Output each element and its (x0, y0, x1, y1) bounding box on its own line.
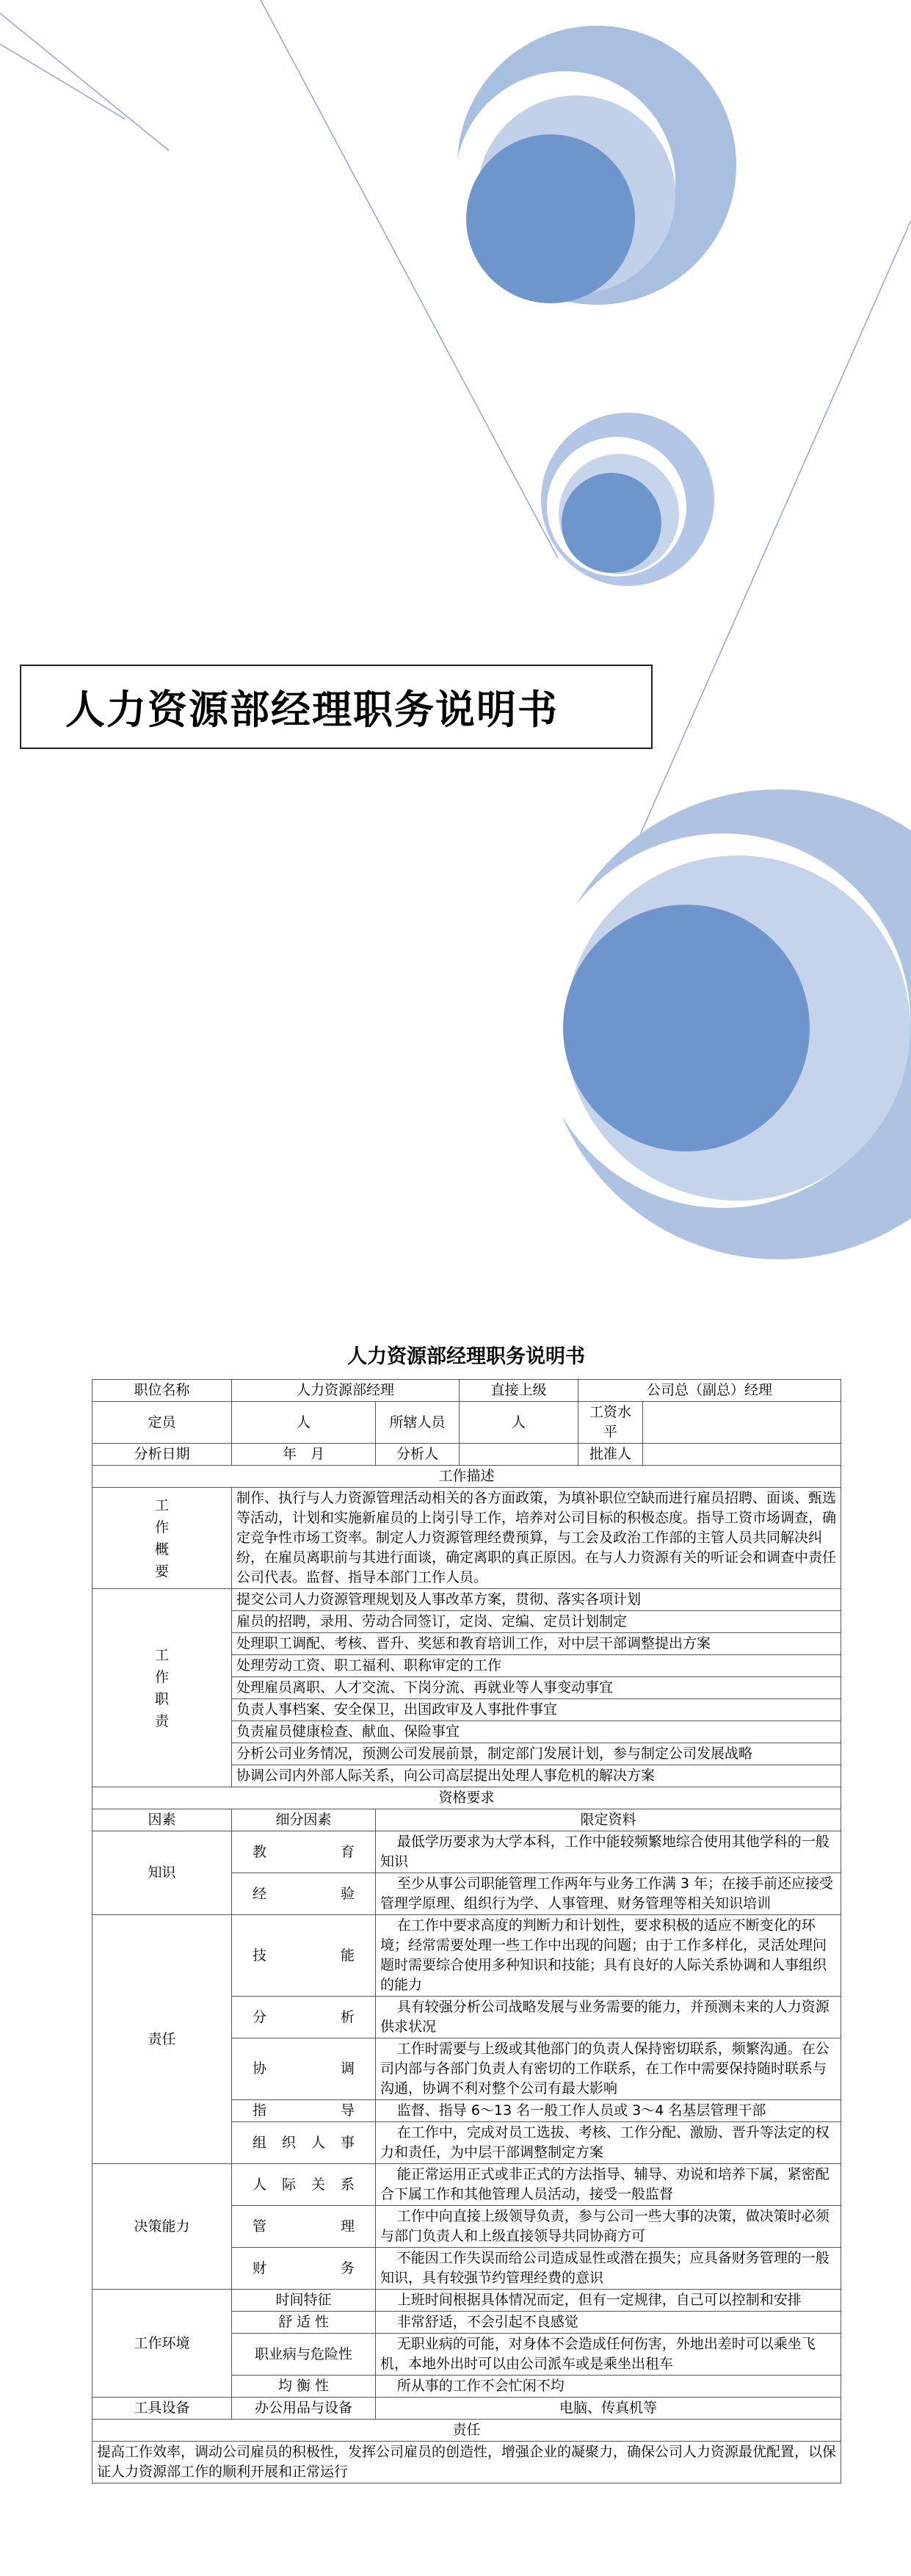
detail: 能正常运用正式或非正式的方法指导、辅导、劝说和培养下属，紧密配合下属工作和其他管理人员活动，接受一般监督 (376, 2164, 841, 2206)
duty-item: 处理劳动工资、职工福利、职称审定的工作 (232, 1655, 841, 1677)
circle-group-bottom (536, 789, 911, 1259)
duty-item: 雇员的招聘，录用、劳动合同签订，定岗、定编、定员计划制定 (232, 1611, 841, 1633)
overview-label-cell (92, 1488, 232, 1589)
requirement-row (92, 2398, 841, 2420)
subfactor: 人际关系 (232, 2164, 376, 2206)
position-value: 人力资源部经理 (232, 1380, 460, 1402)
detail: 工作中向直接上级领导负责，参与公司一些大事的决策，做决策时必须与部门负责人和上级直接领导共同协商方可 (376, 2206, 841, 2248)
duties-label: 工作职责 (154, 1646, 169, 1729)
detail: 在工作中，完成对员工选拔、考核、工作分配、激励、晋升等法定的权力和责任，为中层干部调整制定方案 (376, 2122, 841, 2164)
subfactor: 均 衡 性 (232, 2376, 376, 2398)
duty-item: 负责雇员健康检查、献血、保险事宜 (232, 1721, 841, 1743)
detail: 非常舒适，不会引起不良感觉 (376, 2312, 841, 2334)
subfactor: 财 务 (232, 2248, 376, 2290)
detail: 至少从事公司职能管理工作两年与业务工作满 3 年；在接手前还应接受管理学原理、组织行为学、人事管理、财务管理等相关知识培训 (376, 1873, 841, 1915)
requirement-row (92, 2290, 841, 2312)
detail: 电脑、传真机等 (376, 2398, 841, 2420)
detail: 最低学历要求为大学本科，工作中能较频繁地综合使用其他学科的一般知识 (376, 1831, 841, 1873)
duty-item: 负责人事档案、安全保卫，出国政审及人事批件事宜 (232, 1699, 841, 1721)
subfactor: 协 调 (232, 2038, 376, 2100)
detail: 上班时间根据具体情况而定，但有一定规律，自己可以控制和安排 (376, 2290, 841, 2312)
quota-value: 人 (232, 1402, 376, 1444)
duty-item: 分析公司业务情况，预测公司发展前景，制定部门发展计划，参与制定公司发展战略 (232, 1743, 841, 1765)
col-detail: 限定资料 (376, 1809, 841, 1831)
detail: 所从事的工作不会忙闲不均 (376, 2376, 841, 2398)
detail: 不能因工作失误而给公司造成显性或潜在损失；应具备财务管理的一般知识，具有较强节约管理经费的意识 (376, 2248, 841, 2290)
subfactor: 管 理 (232, 2206, 376, 2248)
subfactor: 技 能 (232, 1915, 376, 1997)
detail: 具有较强分析公司战略发展与业务需要的能力，并预测未来的人力资源供求状况 (376, 1997, 841, 2038)
subfactor: 时间特征 (232, 2290, 376, 2312)
job-description-table (92, 1379, 841, 2483)
section-label: 工作描述 (92, 1466, 841, 1488)
header-row-1 (92, 1380, 841, 1402)
position-label: 职位名称 (92, 1380, 232, 1402)
duty-item: 协调公司内外部人际关系，向公司高层提出处理人事危机的解决方案 (232, 1765, 841, 1787)
detail: 在工作中要求高度的判断力和计划性，要求积极的适应不断变化的环境；经常需要处理一些工作中出现的问题；由于工作多样化，灵活处理问题时需要综合使用多种知识和技能；具有良好的人际关系协调和人事组织的能力 (376, 1915, 841, 1997)
subordinates-value: 人 (460, 1402, 578, 1444)
requirement-row (92, 1915, 841, 1997)
col-subfactor: 细分因素 (232, 1809, 376, 1831)
detail: 工作时需要与上级或其他部门的负责人保持密切联系，频繁沟通。在公司内部与各部门负责人有密切的工作联系，在工作中需要保持随时联系与沟通，协调不利对整个公司有最大影响 (376, 2038, 841, 2100)
col-factor: 因素 (92, 1809, 232, 1831)
subfactor: 舒 适 性 (232, 2312, 376, 2334)
cover-title-box (20, 665, 653, 749)
section-work-description (92, 1466, 841, 1488)
section-qualification (92, 1787, 841, 1809)
detail: 监督、指导 6～13 名一般工作人员或 3～4 名基层管理干部 (376, 2100, 841, 2122)
superior-value: 公司总（副总）经理 (578, 1380, 841, 1402)
approver-label: 批准人 (578, 1444, 643, 1466)
duty-item: 提交公司人力资源管理规划及人事改革方案，贯彻、落实各项计划 (232, 1589, 841, 1611)
subfactor: 分 析 (232, 1997, 376, 2038)
duty-item: 处理职工调配、考核、晋升、奖惩和教育培训工作，对中层干部调整提出方案 (232, 1633, 841, 1655)
salary-label: 工资水平 (578, 1402, 643, 1444)
overview-text: 制作、执行与人力资源管理活动相关的各方面政策，为填补职位空缺而进行雇员招聘、面谈、甄选等活动，计划和实施新雇员的上岗引导工作，培养对公司目标的积极态度。指导工资市场调查，确定竞争性市场工资率。制定人力资源管理经费预算，与工会及政治工作部的主管人员共同解决纠纷，在雇员离职前与其进行面谈，确定离职的真正原因。在与人力资源有关的听证会和调查中责任公司代表。监督、指导本部门工作人员。 (232, 1488, 841, 1589)
duties-label-cell (92, 1589, 232, 1787)
requirement-row (92, 2164, 841, 2206)
document-title: 人力资源部经理职务说明书 (347, 1345, 585, 1368)
approver-value (643, 1444, 841, 1466)
header-row-3 (92, 1444, 841, 1466)
overview-row (92, 1488, 841, 1589)
subordinates-label: 所辖人员 (376, 1402, 460, 1444)
duty-item: 处理雇员离职、人才交流、下岗分流、再就业等人事变动事宜 (232, 1677, 841, 1699)
factor-responsibility: 责任 (92, 1915, 232, 2164)
responsibility-summary-text: 提高工作效率，调动公司雇员的积极性，发挥公司雇员的创造性，增强企业的凝聚力，确保公司人力资源最优配置，以保证人力资源部工作的顺利开展和正常运行 (92, 2442, 841, 2483)
detail: 无职业病的可能，对身体不会造成任何伤害，外地出差时可以乘坐飞机，本地外出时可以由公司派车或是乘坐出租车 (376, 2334, 841, 2376)
date-value: 年 月 (232, 1444, 376, 1466)
cover-title: 人力资源部经理职务说明书 (65, 687, 559, 733)
circle-group-middle (541, 413, 714, 586)
circle-group-top (455, 26, 736, 305)
requirements-header-row (92, 1809, 841, 1831)
subfactor: 经 验 (232, 1873, 376, 1915)
analyst-value (460, 1444, 578, 1466)
factor-environment: 工作环境 (92, 2290, 232, 2398)
duty-row (92, 1589, 841, 1611)
analyst-label: 分析人 (376, 1444, 460, 1466)
requirement-row (92, 1831, 841, 1873)
section-label: 资格要求 (92, 1787, 841, 1809)
factor-knowledge: 知识 (92, 1831, 232, 1915)
subfactor: 组织人事 (232, 2122, 376, 2164)
section-responsibility (92, 2420, 841, 2442)
subfactor: 办公用品与设备 (232, 2398, 376, 2420)
responsibility-summary-row (92, 2442, 841, 2483)
section-label: 责任 (92, 2420, 841, 2442)
header-row-2 (92, 1402, 841, 1444)
superior-label: 直接上级 (460, 1380, 578, 1402)
date-label: 分析日期 (92, 1444, 232, 1466)
job-description-document (92, 1340, 841, 2483)
subfactor: 职业病与危险性 (232, 2334, 376, 2376)
subfactor: 指 导 (232, 2100, 376, 2122)
salary-value (643, 1402, 841, 1444)
subfactor: 教 育 (232, 1831, 376, 1873)
factor-tools: 工具设备 (92, 2398, 232, 2420)
quota-label: 定员 (92, 1402, 232, 1444)
factor-decision: 决策能力 (92, 2164, 232, 2290)
overview-label: 工作概要 (154, 1497, 169, 1580)
